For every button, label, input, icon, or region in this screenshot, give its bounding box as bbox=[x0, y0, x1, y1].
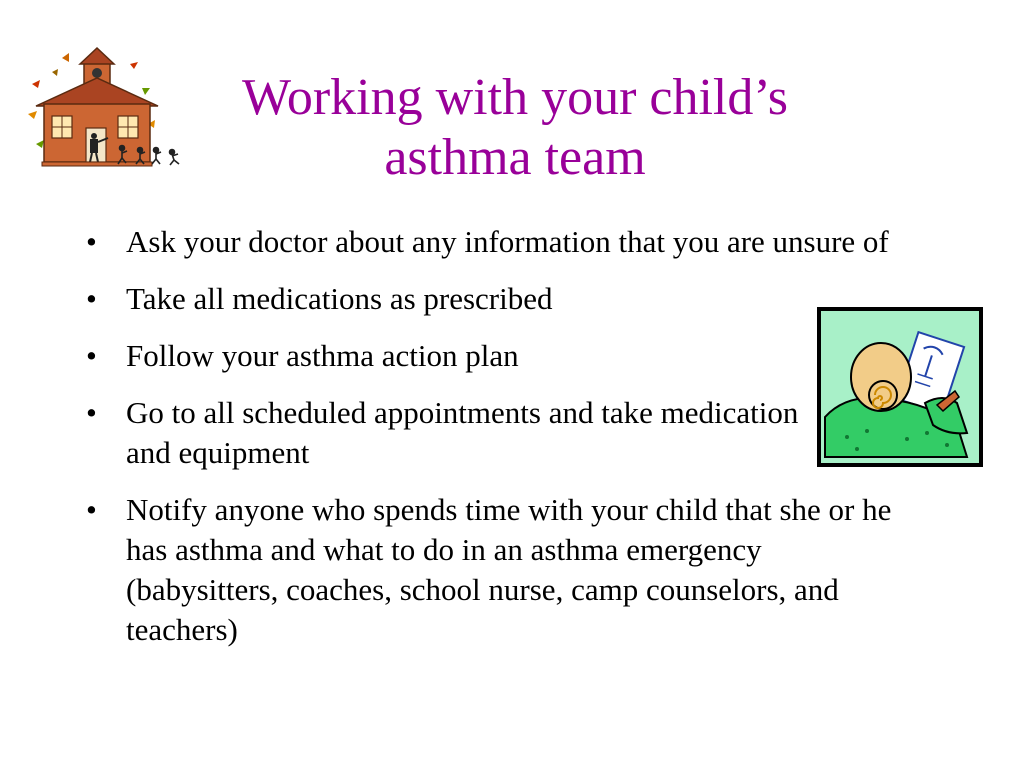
bullet-text: Take all medications as prescribed bbox=[126, 281, 553, 316]
title-line-1: Working with your child’s bbox=[241, 69, 789, 126]
title-line-2: asthma team bbox=[384, 129, 646, 186]
bullet-marker: • bbox=[86, 395, 97, 430]
bullet-marker: • bbox=[86, 224, 97, 259]
list-item bbox=[84, 222, 904, 262]
list-item bbox=[84, 279, 904, 319]
bullet-text: Go to all scheduled appointments and take medication and equipment bbox=[126, 395, 799, 470]
bullet-marker: • bbox=[86, 492, 97, 527]
bullet-text: Ask your doctor about any information that you are unsure of bbox=[126, 224, 889, 259]
list-item bbox=[84, 336, 904, 376]
slide-title bbox=[170, 68, 860, 188]
bullet-marker: • bbox=[86, 281, 97, 316]
bullet-list bbox=[84, 222, 904, 667]
bullet-marker: • bbox=[86, 338, 97, 373]
bullet-text: Notify anyone who spends time with your child that she or he has asthma and what to do in an asthma emergency (babysitters, coaches, school nurse, camp counselors, and teachers) bbox=[126, 492, 892, 647]
list-item bbox=[84, 490, 904, 650]
bullet-text: Follow your asthma action plan bbox=[126, 338, 519, 373]
schoolhouse-clipart bbox=[22, 44, 192, 174]
list-item bbox=[84, 393, 904, 473]
